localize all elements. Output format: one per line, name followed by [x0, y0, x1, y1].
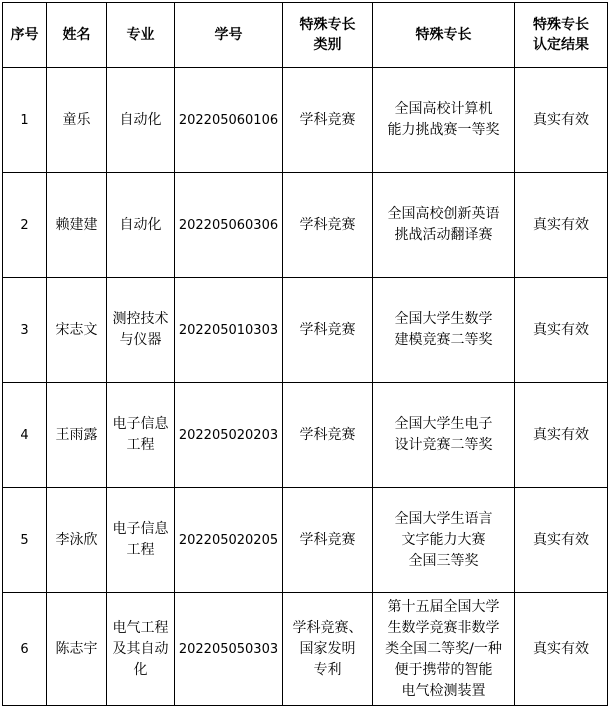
cell-specialty: 全国大学生数学 建模竞赛二等奖 [373, 278, 515, 383]
cell-result: 真实有效 [515, 278, 608, 383]
cell-category: 学科竞赛 [283, 68, 373, 173]
cell-index: 3 [3, 278, 47, 383]
cell-major: 电子信息 工程 [107, 383, 175, 488]
cell-index: 5 [3, 488, 47, 593]
cell-result: 真实有效 [515, 488, 608, 593]
cell-category: 学科竞赛 [283, 383, 373, 488]
cell-category: 学科竞赛 [283, 173, 373, 278]
cell-major: 电气工程 及其自动 化 [107, 593, 175, 706]
cell-specialty: 全国大学生电子 设计竞赛二等奖 [373, 383, 515, 488]
header-name: 姓名 [47, 3, 107, 68]
cell-index: 4 [3, 383, 47, 488]
specialty-table [2, 2, 608, 706]
cell-result: 真实有效 [515, 593, 608, 706]
table-row [3, 383, 608, 488]
cell-student-id: 202205060306 [175, 173, 283, 278]
cell-name: 陈志宇 [47, 593, 107, 706]
cell-index: 2 [3, 173, 47, 278]
cell-name: 李泳欣 [47, 488, 107, 593]
cell-result: 真实有效 [515, 383, 608, 488]
cell-specialty: 全国大学生语言 文字能力大赛 全国三等奖 [373, 488, 515, 593]
header-result: 特殊专长 认定结果 [515, 3, 608, 68]
table-row [3, 278, 608, 383]
cell-index: 6 [3, 593, 47, 706]
cell-result: 真实有效 [515, 173, 608, 278]
header-row [3, 3, 608, 68]
table-row [3, 68, 608, 173]
cell-major: 自动化 [107, 68, 175, 173]
header-category: 特殊专长 类别 [283, 3, 373, 68]
cell-name: 王雨露 [47, 383, 107, 488]
cell-index: 1 [3, 68, 47, 173]
cell-name: 童乐 [47, 68, 107, 173]
cell-specialty: 全国高校创新英语 挑战活动翻译赛 [373, 173, 515, 278]
cell-specialty: 第十五届全国大学 生数学竞赛非数学 类全国二等奖/一种 便于携带的智能 电气检测装置 [373, 593, 515, 706]
header-major: 专业 [107, 3, 175, 68]
cell-name: 赖建建 [47, 173, 107, 278]
cell-student-id: 202205020203 [175, 383, 283, 488]
cell-category: 学科竞赛、 国家发明 专利 [283, 593, 373, 706]
cell-major: 测控技术 与仪器 [107, 278, 175, 383]
cell-major: 电子信息 工程 [107, 488, 175, 593]
cell-student-id: 202205050303 [175, 593, 283, 706]
cell-specialty: 全国高校计算机 能力挑战赛一等奖 [373, 68, 515, 173]
cell-student-id: 202205020205 [175, 488, 283, 593]
cell-category: 学科竞赛 [283, 278, 373, 383]
cell-result: 真实有效 [515, 68, 608, 173]
cell-name: 宋志文 [47, 278, 107, 383]
cell-student-id: 202205010303 [175, 278, 283, 383]
table-row [3, 488, 608, 593]
header-student-id: 学号 [175, 3, 283, 68]
table-row [3, 173, 608, 278]
header-specialty: 特殊专长 [373, 3, 515, 68]
table-row [3, 593, 608, 706]
header-index: 序号 [3, 3, 47, 68]
cell-category: 学科竞赛 [283, 488, 373, 593]
cell-major: 自动化 [107, 173, 175, 278]
cell-student-id: 202205060106 [175, 68, 283, 173]
